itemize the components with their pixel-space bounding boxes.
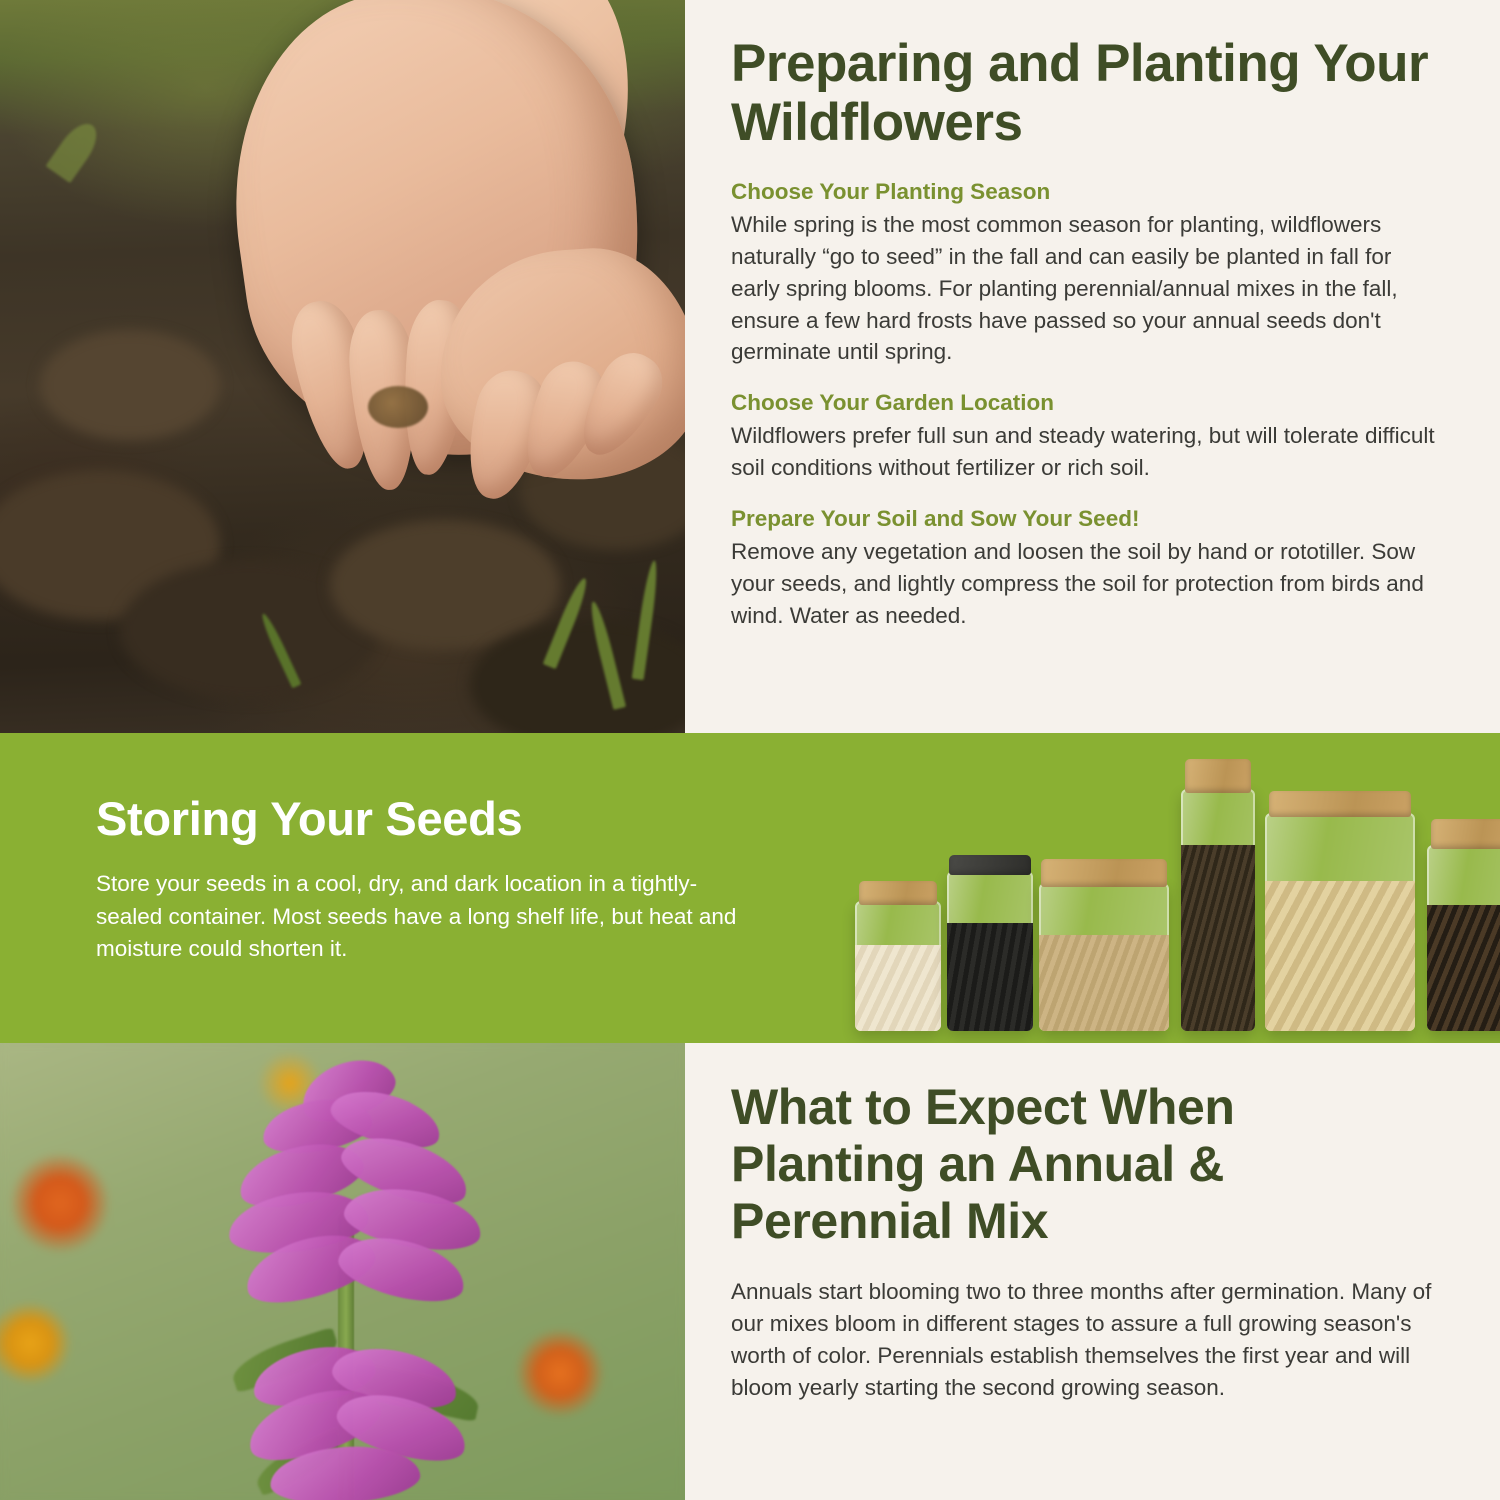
jar-white-beans bbox=[855, 901, 941, 1031]
body-prepare-soil: Remove any vegetation and loosen the soil by hand or rototiller. Sow your seeds, and lightly compress the soil for protection from birds and wind. Water as needed. bbox=[731, 539, 1424, 629]
jar-tan-seeds bbox=[1039, 883, 1169, 1031]
section-3-heading: What to Expect When Planting an Annual & Perennial Mix bbox=[731, 1079, 1235, 1249]
section-what-to-expect bbox=[0, 1043, 1500, 1500]
subheading-prepare-soil: Prepare Your Soil and Sow Your Seed! bbox=[731, 506, 1140, 532]
section-2-heading: Storing Your Seeds bbox=[96, 792, 523, 845]
purple-wildflower-image bbox=[0, 1043, 685, 1500]
section-3-body: Annuals start blooming two to three months after germination. Many of our mixes bloom in different stages to assure a full growing season's worth of color. Perennials establish themselves the first year and will bloom yearly starting the second growing season. bbox=[731, 1279, 1432, 1400]
section-2-body: Store your seeds in a cool, dry, and dark location in a tightly-sealed container. Most seeds have a long shelf life, but heat and moisture could shorten it. bbox=[96, 871, 737, 962]
section-1-text-column bbox=[685, 0, 1500, 733]
jar-black-seeds bbox=[947, 871, 1033, 1031]
block-prepare-soil bbox=[731, 506, 1442, 632]
section-2-text-column bbox=[96, 791, 756, 966]
hand-sowing-seeds-image bbox=[0, 0, 685, 733]
section-3-text-column bbox=[685, 1043, 1500, 1500]
body-garden-location: Wildflowers prefer full sun and steady watering, but will tolerate difficult soil conditions without fertilizer or rich soil. bbox=[731, 423, 1435, 481]
block-garden-location bbox=[731, 390, 1442, 484]
subheading-planting-season: Choose Your Planting Season bbox=[731, 178, 1051, 204]
jar-sunflower-seeds bbox=[1427, 845, 1500, 1031]
section-preparing-and-planting bbox=[0, 0, 1500, 733]
section-storing-your-seeds bbox=[0, 733, 1500, 1043]
body-planting-season: While spring is the most common season for planting, wildflowers naturally “go to seed” in the fall and can easily be planted in fall for early spring blooms. For planting perennial/annual mixes in the fall, ensure a few hard frosts have passed so your annual seeds don't germinate until spring. bbox=[731, 211, 1398, 365]
section-1-heading: Preparing and Planting Your Wildflowers bbox=[731, 34, 1429, 153]
seed-jars-image bbox=[845, 745, 1465, 1045]
jar-tall-dark-seeds bbox=[1181, 789, 1255, 1031]
subheading-garden-location: Choose Your Garden Location bbox=[731, 390, 1054, 416]
block-planting-season bbox=[731, 179, 1442, 369]
jar-pumpkin-seeds bbox=[1265, 813, 1415, 1031]
seeds-in-hand bbox=[368, 386, 428, 428]
